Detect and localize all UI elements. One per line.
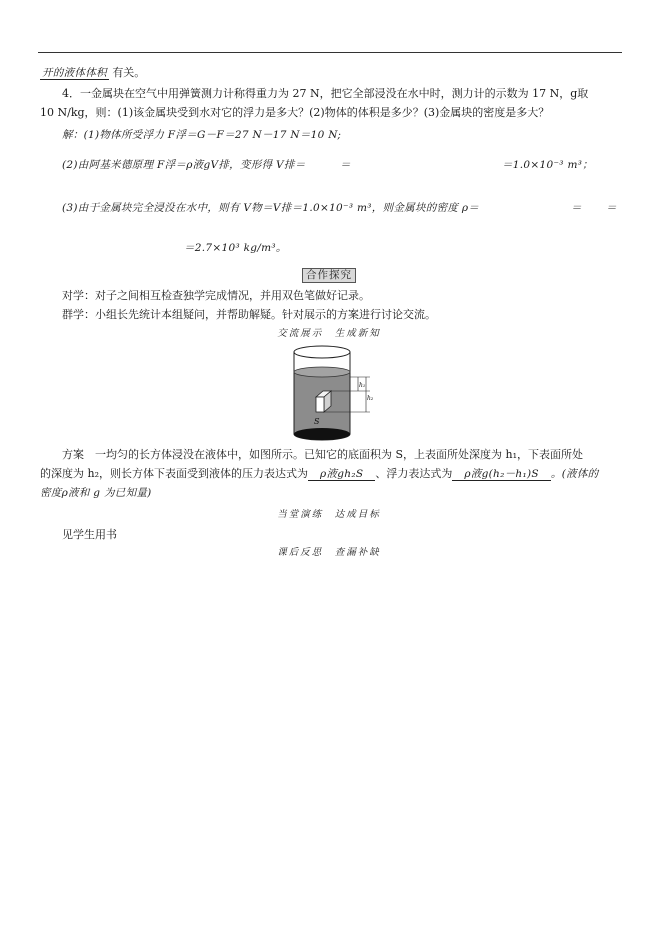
- prev-answer-suffix: 有关。: [112, 66, 146, 79]
- section-title-wrap: [0, 268, 658, 283]
- scheme-line2-c: 。(液体的: [550, 468, 599, 480]
- solution-step3-d: ＝2.7×10³ kg/m³。: [184, 242, 287, 254]
- solution-step1: 解：(1)物体所受浮力 F浮＝G－F＝27 N－17 N＝10 N;: [62, 129, 342, 141]
- scheme-line1: 方案 一均匀的长方体浸没在液体中，如图所示。已知它的底面积为 S，上表面所处深度为 h₁，下表面所处: [62, 448, 584, 461]
- problem4-line2: 10 N/kg，则：(1)该金属块受到水对它的浮力是多大？(2)物体的体积是多少？(3)金属块的密度是多大？: [40, 106, 550, 119]
- scheme-line2-a: 的深度为 h₂，则长方体下表面受到液体的压力表达式为: [40, 467, 308, 480]
- scheme-line2: [40, 467, 599, 481]
- exchange-heading: 交流展示 生成新知: [277, 328, 381, 339]
- problem4-line1: 4．一金属块在空气中用弹簧测力计称得重力为 27 N，把它全部浸没在水中时，测力计的示数为 17 N，g取: [62, 87, 589, 100]
- scheme-line2-b: 、浮力表达式为: [375, 467, 453, 480]
- see-student-book: 见学生用书: [62, 528, 117, 541]
- solution-step3-c: ＝: [606, 202, 617, 214]
- reflect-heading: 课后反思 查漏补缺: [277, 547, 381, 558]
- label-s: S: [314, 417, 320, 426]
- solution-step2-b: ＝: [340, 159, 351, 171]
- solution-step3-b: ＝: [571, 202, 582, 214]
- solution-step2-a: (2)由阿基米德原理 F浮＝ρ液gV排，变形得 V排＝: [62, 159, 306, 171]
- prev-answer-line: [40, 66, 145, 80]
- scheme-line3: 密度ρ液和 g 为已知量): [40, 487, 152, 499]
- self-practice-heading: 当堂演练 达成目标: [277, 509, 381, 520]
- solution-step3-a: (3)由于金属块完全浸没在水中，则有 V物＝V排＝1.0×10⁻³ m³，则金属块的密度 ρ＝: [62, 202, 480, 214]
- label-h1: h₁: [359, 382, 366, 389]
- header-rule: [38, 52, 622, 53]
- solution-step2-c: ＝1.0×10⁻³ m³；: [502, 159, 594, 171]
- scheme-answer-pressure: ρ液gh₂S: [308, 468, 375, 481]
- section-title: 合作探究: [302, 268, 356, 283]
- qunxue-text: 群学：小组长先统计本组疑问，并帮助解疑。针对展示的方案进行讨论交流。: [62, 308, 436, 321]
- duixue-text: 对学：对子之间相互检查独学完成情况，并用双色笔做好记录。: [62, 289, 370, 302]
- prev-answer-blank: 开的液体体积: [42, 67, 107, 79]
- label-h2: h₂: [367, 395, 374, 402]
- buoyancy-diagram: [290, 342, 374, 442]
- scheme-answer-buoyancy: ρ液g(h₂－h₁)S: [452, 468, 551, 481]
